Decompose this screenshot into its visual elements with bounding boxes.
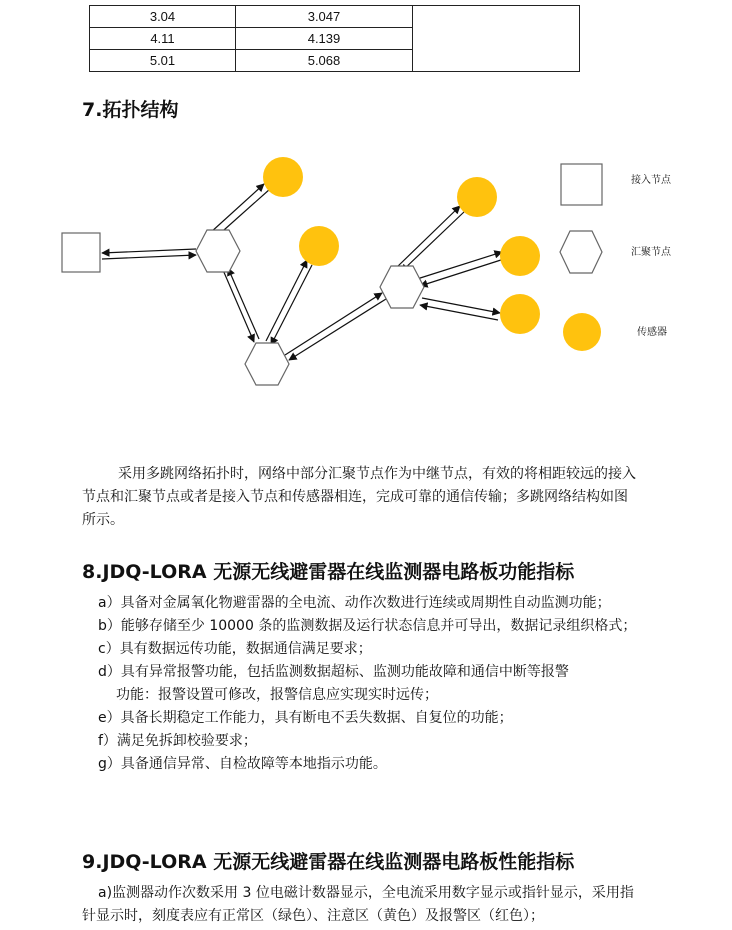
section-heading-topology: 7.拓扑结构 (82, 99, 179, 121)
topology-text: 采用多跳网络拓扑时，网络中部分汇聚节点作为中继节点，有效的将相距较远的接入节点和汇聚节点或者是接入节点和传感器相连，完成可靠的通信传输；多跳网络结构如图所示。 (82, 466, 636, 528)
aggregation-node (196, 230, 240, 272)
section-heading-function: 8.JDQ-LORA 无源无线避雷器在线监测器电路板功能指标 (82, 561, 575, 583)
list-item: c）具有数据远传功能，数据通信满足要求； (98, 641, 372, 657)
performance-list (82, 882, 638, 928)
sensor (457, 177, 497, 217)
topology-diagram (0, 0, 732, 460)
aggregation-node (380, 266, 424, 308)
sensor (263, 157, 303, 197)
list-item: e）具备长期稳定工作能力，具有断电不丢失数据、自复位的功能； (98, 710, 513, 726)
legend-aggregation-node-label: 汇聚节点 (631, 247, 671, 258)
topology-paragraph (82, 463, 638, 532)
table-cell: 4.11 (90, 28, 236, 50)
sensor (500, 236, 540, 276)
table-cell: 3.047 (236, 6, 413, 28)
sensor (500, 294, 540, 334)
list-item: b）能够存储至少 10000 条的监测数据及运行状态信息并可导出，数据记录组织格式； (98, 618, 637, 634)
legend-access-node-label: 接入节点 (631, 175, 671, 186)
aggregation-node (245, 343, 289, 385)
list-item: d）具有异常报警功能，包括监测数据超标、监测功能故障和通信中断等报警 (98, 664, 569, 680)
function-list (82, 592, 638, 776)
list-item: g）具备通信异常、自检故障等本地指示功能。 (98, 756, 387, 772)
legend-sensor-label: 传感器 (637, 327, 667, 338)
legend-access-node-icon (561, 164, 602, 205)
access-node (62, 233, 100, 272)
list-item: f）满足免拆卸校验要求； (98, 733, 257, 749)
table-cell: 4.139 (236, 28, 413, 50)
legend-sensor-icon (563, 313, 601, 351)
list-item-continuation: 功能：报警设置可修改，报警信息应实现实时远传； (116, 687, 438, 703)
section-heading-performance: 9.JDQ-LORA 无源无线避雷器在线监测器电路板性能指标 (82, 851, 575, 873)
sensor (299, 226, 339, 266)
list-item: a)监测器动作次数采用 3 位电磁计数器显示，全电流采用数字显示或指针显示，采用指针显示时，刻度表应有正常区（绿色）、注意区（黄色）及报警区（红色）； (82, 885, 634, 924)
table-cell: 5.01 (90, 50, 236, 72)
table-cell: 5.068 (236, 50, 413, 72)
table-cell: 3.04 (90, 6, 236, 28)
legend-aggregation-node-icon (560, 231, 602, 273)
list-item: a）具备对金属氧化物避雷器的全电流、动作次数进行连续或周期性自动监测功能； (98, 595, 611, 611)
